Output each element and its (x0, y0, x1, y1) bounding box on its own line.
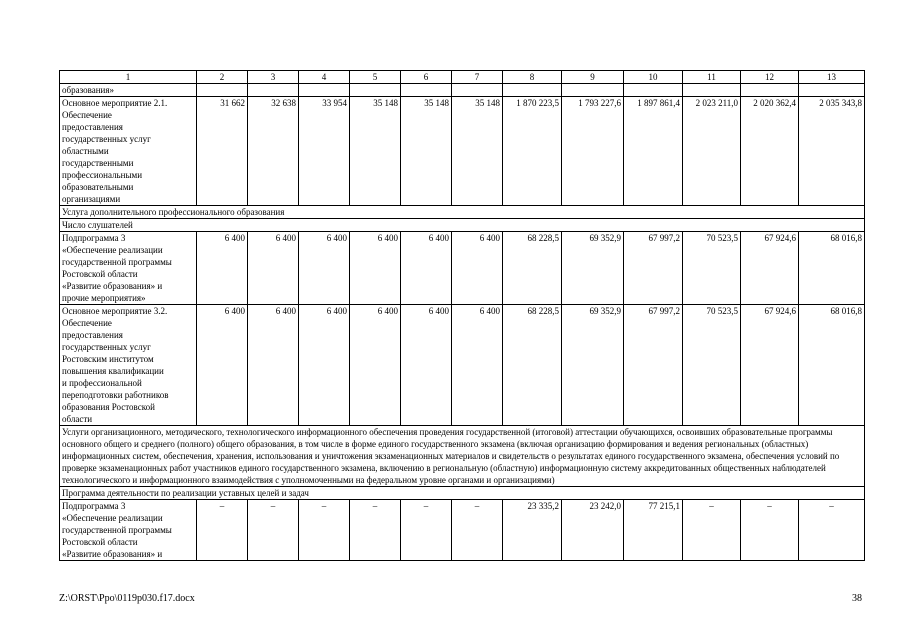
value-cell: – (299, 500, 350, 561)
row-label: Основное мероприятие 3.2. Обеспечение предоставления государственных услуг Ростовским институтом повышения квалификации и профессиональной переподготовки работников образования Ростовской области (60, 305, 197, 426)
column-header: 12 (741, 71, 799, 84)
value-cell: 31 662 (197, 97, 248, 206)
value-cell: 1 793 227,6 (562, 97, 624, 206)
column-header: 6 (401, 71, 452, 84)
empty-cell (799, 84, 865, 97)
row-label: Основное мероприятие 2.1. Обеспечение предоставления государственных услуг областными государственными профессиональными образовательными организациями (60, 97, 197, 206)
value-cell: 32 638 (248, 97, 299, 206)
section-title: Программа деятельности по реализации уставных целей и задач (60, 487, 865, 500)
value-cell: 23 242,0 (562, 500, 624, 561)
column-header: 11 (683, 71, 741, 84)
empty-cell (624, 84, 683, 97)
empty-cell (350, 84, 401, 97)
column-header: 2 (197, 71, 248, 84)
value-cell: 6 400 (197, 305, 248, 426)
value-cell: 6 400 (197, 232, 248, 305)
table-row (60, 84, 865, 97)
empty-cell (248, 84, 299, 97)
value-cell: 33 954 (299, 97, 350, 206)
value-cell: 67 924,6 (741, 232, 799, 305)
value-cell: 69 352,9 (562, 232, 624, 305)
section-row (60, 206, 865, 219)
section-row (60, 426, 865, 487)
value-cell: 68 016,8 (799, 232, 865, 305)
value-cell: – (452, 500, 503, 561)
value-cell: – (401, 500, 452, 561)
value-cell: 2 023 211,0 (683, 97, 741, 206)
value-cell: – (683, 500, 741, 561)
value-cell: 68 016,8 (799, 305, 865, 426)
empty-cell (197, 84, 248, 97)
column-header: 4 (299, 71, 350, 84)
section-title: Число слушателей (60, 219, 865, 232)
value-cell: 1 897 861,4 (624, 97, 683, 206)
value-cell: – (197, 500, 248, 561)
value-cell: 77 215,1 (624, 500, 683, 561)
empty-cell (401, 84, 452, 97)
value-cell: 67 924,6 (741, 305, 799, 426)
value-cell: 2 020 362,4 (741, 97, 799, 206)
column-header: 9 (562, 71, 624, 84)
empty-cell (452, 84, 503, 97)
value-cell: 70 523,5 (683, 232, 741, 305)
section-row (60, 487, 865, 500)
value-cell: 35 148 (452, 97, 503, 206)
empty-cell (683, 84, 741, 97)
value-cell: 6 400 (350, 232, 401, 305)
value-cell: – (799, 500, 865, 561)
value-cell: 6 400 (350, 305, 401, 426)
empty-cell (741, 84, 799, 97)
value-cell: 23 335,2 (503, 500, 562, 561)
value-cell: – (350, 500, 401, 561)
value-cell: 68 228,5 (503, 305, 562, 426)
value-cell: 6 400 (452, 232, 503, 305)
column-header: 5 (350, 71, 401, 84)
table-row (60, 500, 865, 561)
value-cell: 35 148 (401, 97, 452, 206)
page-number: 38 (852, 593, 862, 604)
value-cell: 2 035 343,8 (799, 97, 865, 206)
table-row (60, 305, 865, 426)
empty-cell (299, 84, 350, 97)
section-title: Услуга дополнительного профессионального образования (60, 206, 865, 219)
column-header: 1 (60, 71, 197, 84)
value-cell: 6 400 (248, 305, 299, 426)
value-cell: 35 148 (350, 97, 401, 206)
value-cell: 6 400 (401, 305, 452, 426)
table-row (60, 97, 865, 206)
value-cell: – (741, 500, 799, 561)
value-cell: 69 352,9 (562, 305, 624, 426)
column-header: 10 (624, 71, 683, 84)
value-cell: 6 400 (248, 232, 299, 305)
file-path: Z:\ORST\Ppo\0119p030.f17.docx (59, 593, 195, 604)
value-cell: 6 400 (299, 305, 350, 426)
budget-table (59, 70, 865, 561)
column-header: 13 (799, 71, 865, 84)
value-cell: 1 870 223,5 (503, 97, 562, 206)
empty-cell (562, 84, 624, 97)
table-row (60, 232, 865, 305)
row-label: образования» (60, 84, 197, 97)
value-cell: – (248, 500, 299, 561)
row-label: Подпрограмма 3 «Обеспечение реализации государственной программы Ростовской области «Развитие образования» и (60, 500, 197, 561)
column-header: 3 (248, 71, 299, 84)
column-header: 7 (452, 71, 503, 84)
header-row (60, 71, 865, 84)
value-cell: 6 400 (401, 232, 452, 305)
value-cell: 70 523,5 (683, 305, 741, 426)
empty-cell (503, 84, 562, 97)
value-cell: 68 228,5 (503, 232, 562, 305)
section-row (60, 219, 865, 232)
section-title: Услуги организационного, методического, технологического информационного обеспечения проведения государственной (итоговой) аттестации обучающихся, освоивших образовательные программы основного общего и среднего (полного) общего образования, в том числе в форме единого государственного экзамена (включая организацию формирования и ведения региональных (областных) информационных систем, обеспечения, хранения, использования и уничтожения экзаменационных материалов и свидетельств о результатах единого государственного экзамена, обеспечения условий по проверке экзаменационных работ участников единого государственного экзамена, включению в региональную (областную) информационную систему аккредитованных общественных наблюдателей технологического и информационного взаимодействия с уполномоченными на федеральном уровне органами и организациями) (60, 426, 865, 487)
value-cell: 67 997,2 (624, 232, 683, 305)
value-cell: 6 400 (452, 305, 503, 426)
value-cell: 67 997,2 (624, 305, 683, 426)
column-header: 8 (503, 71, 562, 84)
row-label: Подпрограмма 3 «Обеспечение реализации государственной программы Ростовской области «Развитие образования» и прочие мероприятия» (60, 232, 197, 305)
value-cell: 6 400 (299, 232, 350, 305)
